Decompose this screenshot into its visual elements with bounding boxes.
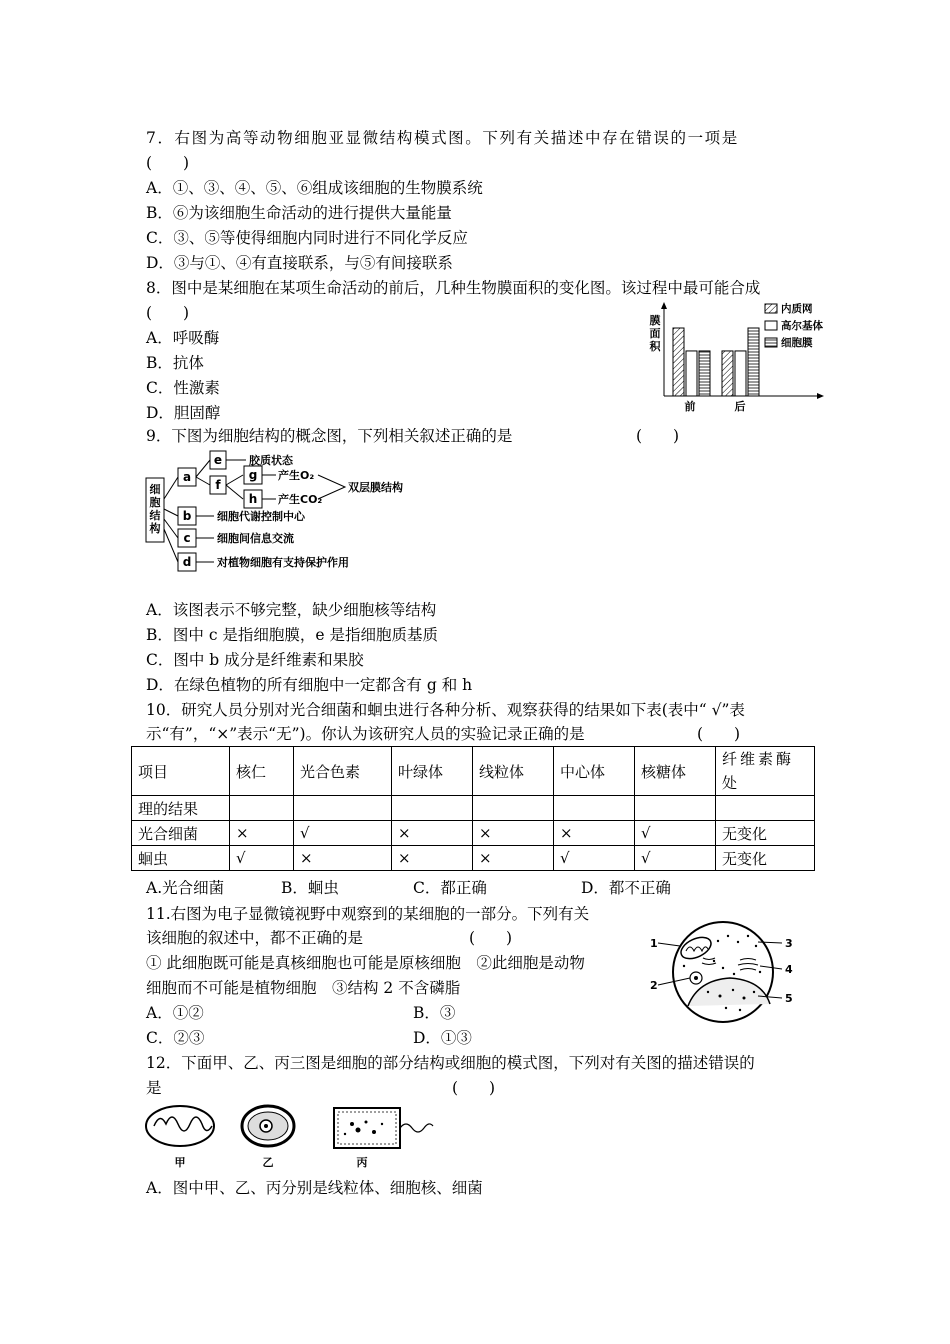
table-cell: 无变化: [716, 846, 815, 871]
table-cell: √: [230, 846, 294, 871]
membrane-area-chart: [640, 300, 840, 418]
table-cell: ×: [230, 821, 294, 846]
q8-option-c: C．性激素: [146, 379, 220, 397]
node-h-label: h: [248, 492, 258, 506]
table-cell: ×: [554, 821, 635, 846]
legend-label-golgi: 高尔基体: [781, 320, 823, 332]
q12-stem-line2: 是: [146, 1079, 162, 1097]
q7-option-d: D．③与①、④有直接联系，与⑤有间接联系: [146, 254, 453, 272]
q10-stem-line1: 10．研究人员分别对光合细菌和蛔虫进行各种分析、观察获得的结果如下表(表中“ √”表: [146, 701, 745, 719]
label-d: 对植物细胞有支持保护作用: [217, 556, 349, 569]
q7-paren: ( ): [146, 154, 190, 172]
table-cell: 无变化: [716, 821, 815, 846]
header-cell-continued: 理的结果: [132, 796, 230, 821]
table-header-row-2: [132, 796, 815, 821]
label-e: 胶质状态: [249, 454, 293, 467]
label-4: 4: [785, 963, 793, 976]
q7-stem: 7．右图为高等动物细胞亚显微结构模式图。下列有关描述中存在错误的一项是: [146, 129, 739, 147]
label-double-membrane: 双层膜结构: [348, 481, 403, 494]
bar-golgi-before: [686, 351, 697, 396]
header-cell: 叶绿体: [392, 747, 473, 796]
bar-membrane-after: [748, 328, 759, 396]
label-yi: 乙: [262, 1156, 274, 1169]
label-1: 1: [650, 937, 658, 950]
node-g-label: g: [248, 468, 258, 482]
q8-option-a: A．呼吸酶: [146, 329, 220, 347]
table-cell: ×: [392, 821, 473, 846]
label-bing: 丙: [356, 1156, 368, 1169]
header-cell: 核糖体: [635, 747, 716, 796]
q7-option-a: A．①、③、④、⑤、⑥组成该细胞的生物膜系统: [146, 179, 483, 197]
table-cell: ×: [392, 846, 473, 871]
node-f-label: f: [215, 478, 221, 492]
legend-swatch-golgi: [765, 321, 777, 330]
label-jia: 甲: [174, 1156, 186, 1169]
node-b-label: b: [182, 509, 192, 523]
q12-option-a: A．图中甲、乙、丙分别是线粒体、细胞核、细菌: [146, 1179, 483, 1197]
q8-stem: 8．图中是某细胞在某项生命活动的前后，几种生物膜面积的变化图。该过程中最可能合成: [146, 279, 761, 297]
header-cell: 项目: [132, 747, 230, 796]
x-label-before: 前: [684, 400, 696, 413]
q10-option-d: D．都不正确: [581, 879, 671, 897]
q9-paren: ( ): [636, 427, 680, 445]
label-h: 产生CO₂: [278, 493, 323, 506]
header-cell: 光合色素: [294, 747, 392, 796]
mitochondrion-figure: [146, 1106, 214, 1146]
q9-option-b: B．图中 c 是指细胞膜，e 是指细胞质基质: [146, 626, 439, 644]
x-label-after: 后: [734, 400, 746, 413]
q12-paren: ( ): [452, 1079, 496, 1097]
legend-swatch-membrane: [765, 338, 777, 347]
q11-stem-line2: 该细胞的叙述中，都不正确的是: [146, 929, 364, 947]
q10-record-table: [131, 746, 815, 871]
label-5: 5: [785, 992, 793, 1005]
centrosome-core: [694, 976, 698, 980]
q8-option-d: D．胆固醇: [146, 404, 221, 422]
q8-option-b: B．抗体: [146, 354, 204, 372]
root-char-2: 胞: [149, 496, 161, 509]
node-d-label: d: [182, 555, 192, 569]
q11-stem-line1: 11.右图为电子显微镜视野中观察到的某细胞的一部分。下列有关: [146, 905, 590, 923]
cell-structure-concept-map: [140, 444, 430, 576]
table-row: [132, 821, 815, 846]
header-cell: 核仁: [230, 747, 294, 796]
node-e-label: e: [213, 453, 223, 467]
q10-option-c: C．都正确: [413, 879, 487, 897]
y-axis-label-2: 面: [649, 327, 661, 340]
q11-option-d: D．①③: [413, 1029, 472, 1047]
q11-option-a: A．①②: [146, 1004, 204, 1022]
table-cell: √: [554, 846, 635, 871]
q11-paren: ( ): [469, 929, 513, 947]
label-g: 产生O₂: [278, 469, 315, 482]
q12-stem-line1: 12．下面甲、乙、丙三图是细胞的部分结构或细胞的模式图，下列对有关图的描述错误的: [146, 1054, 755, 1072]
header-cell: 纤维素酶处: [716, 747, 815, 796]
q11-option-b: B．③: [413, 1004, 456, 1022]
q9-option-c: C．图中 b 成分是纤维素和果胶: [146, 651, 364, 669]
table-cell: √: [635, 846, 716, 871]
legend-label-er: 内质网: [781, 303, 813, 315]
q9-option-d: D．在绿色植物的所有细胞中一定都含有 g 和 h: [146, 676, 473, 694]
table-header-row: [132, 747, 815, 796]
table-cell: 光合细菌: [132, 821, 230, 846]
table-cell: √: [635, 821, 716, 846]
cell-outline: [673, 922, 773, 1022]
flagellum: [400, 1124, 433, 1132]
x-axis-arrow: [817, 393, 824, 399]
q11-statement-line2: 细胞而不可能是植物细胞 ③结构 2 不含磷脂: [146, 979, 461, 997]
q11-option-c: C．②③: [146, 1029, 205, 1047]
bar-er-after: [722, 351, 733, 396]
label-b: 细胞代谢控制中心: [217, 510, 305, 523]
q10-paren: ( ): [697, 725, 741, 743]
q10-option-a: A.光合细菌: [146, 879, 225, 897]
bar-membrane-before: [699, 351, 710, 396]
q11-statement-line1: ① 此细胞既可能是真核细胞也可能是原核细胞 ②此细胞是动物: [146, 954, 585, 972]
q8-paren: ( ): [146, 304, 190, 322]
node-a-label: a: [182, 470, 192, 484]
table-cell: 蛔虫: [132, 846, 230, 871]
table-cell: ×: [473, 846, 554, 871]
q10-stem-line2: 示“有”，“×”表示“无”)。你认为该研究人员的实验记录正确的是: [146, 725, 585, 743]
q9-option-a: A．该图表示不够完整，缺少细胞核等结构: [146, 601, 437, 619]
header-cell: 中心体: [554, 747, 635, 796]
nucleolus-core: [264, 1124, 268, 1128]
table-cell: √: [294, 821, 392, 846]
table-cell: ×: [473, 821, 554, 846]
label-c: 细胞间信息交流: [217, 532, 294, 545]
node-c-label: c: [183, 531, 191, 545]
bacterium-figure: [334, 1108, 400, 1148]
electron-micrograph-cell-figure: [648, 916, 798, 1028]
q10-option-b: B．蛔虫: [281, 879, 339, 897]
q7-option-b: B．⑥为该细胞生命活动的进行提供大量能量: [146, 204, 452, 222]
root-char-1: 细: [149, 483, 161, 496]
root-char-4: 构: [149, 522, 161, 535]
legend-swatch-er: [765, 304, 777, 313]
table-row: [132, 846, 815, 871]
bar-golgi-after: [735, 351, 746, 396]
legend-label-membrane: 细胞膜: [781, 337, 813, 349]
y-axis-label-1: 膜: [649, 314, 661, 327]
q7-option-c: C．③、⑤等使得细胞内同时进行不同化学反应: [146, 229, 468, 247]
q9-stem: 9．下图为细胞结构的概念图，下列相关叙述正确的是: [146, 427, 513, 445]
y-axis-label-3: 积: [649, 340, 661, 353]
label-3: 3: [785, 937, 793, 950]
header-cell: 线粒体: [473, 747, 554, 796]
y-axis-arrow: [661, 302, 667, 309]
label-2: 2: [650, 979, 658, 992]
bar-er-before: [673, 328, 684, 396]
table-cell: ×: [294, 846, 392, 871]
root-char-3: 结: [149, 509, 161, 522]
q12-figures: [140, 1100, 440, 1175]
